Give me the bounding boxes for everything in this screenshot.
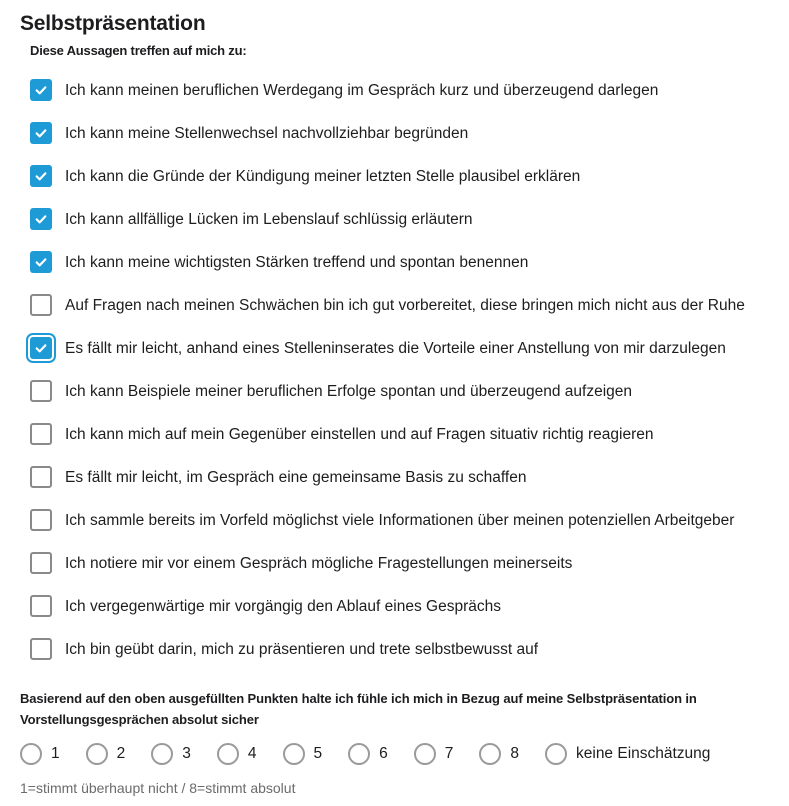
rating-option-label: 2 <box>116 745 126 762</box>
rating-option <box>86 743 126 765</box>
check-icon <box>33 211 49 227</box>
radio-button[interactable] <box>86 743 108 765</box>
checklist-item-label: Ich notiere mir vor einem Gespräch mögliche Fragestellungen meinerseits <box>65 555 573 572</box>
checklist-item-label: Es fällt mir leicht, anhand eines Stelleninserates die Vorteile einer Anstellung von mir darzulegen <box>65 340 726 357</box>
check-icon <box>33 340 49 356</box>
checklist-item <box>30 336 765 361</box>
radio-button[interactable] <box>348 743 370 765</box>
rating-option <box>348 743 388 765</box>
rating-option-label: 7 <box>444 745 454 762</box>
rating-option <box>20 743 60 765</box>
checkbox[interactable] <box>30 208 52 230</box>
checklist-item-label: Ich vergegenwärtige mir vorgängig den Ablauf eines Gesprächs <box>65 598 501 615</box>
rating-option-label: 8 <box>510 745 519 762</box>
checkbox[interactable] <box>30 337 52 359</box>
checklist-item <box>30 250 765 275</box>
radio-button[interactable] <box>414 743 436 765</box>
check-icon <box>33 254 49 270</box>
section-subtitle: Diese Aussagen treffen auf mich zu: <box>30 43 247 58</box>
checkbox[interactable] <box>30 122 52 144</box>
check-icon <box>33 168 49 184</box>
radio-button[interactable] <box>20 743 42 765</box>
checklist-item-label: Ich sammle bereits im Vorfeld möglichst viele Informationen über meinen potenziellen Arbeitgeber <box>65 512 735 529</box>
checklist-item-label: Ich kann die Gründe der Kündigung meiner letzten Stelle plausibel erklären <box>65 168 581 185</box>
rating-option-label: keine Einschätzung <box>576 745 711 762</box>
checklist-item <box>30 164 765 189</box>
checklist-item-label: Es fällt mir leicht, im Gespräch eine gemeinsame Basis zu schaffen <box>65 469 527 486</box>
checklist-item <box>30 508 765 533</box>
rating-question: Basierend auf den oben ausgefüllten Punkten halte ich fühle ich mich in Bezug auf meine Selbstpräsentation in Vorstellungsgesprächen absolut sicher <box>20 691 697 727</box>
checklist-item <box>30 551 765 576</box>
checklist <box>20 78 765 662</box>
rating-option-label: 1 <box>51 745 60 762</box>
radio-button[interactable] <box>217 743 239 765</box>
checkbox[interactable] <box>30 423 52 445</box>
rating-scale <box>20 743 765 765</box>
checklist-item <box>30 422 765 447</box>
checkbox[interactable] <box>30 466 52 488</box>
checkbox[interactable] <box>30 595 52 617</box>
rating-option <box>151 743 191 765</box>
checklist-item <box>30 121 765 146</box>
checkbox[interactable] <box>30 294 52 316</box>
checklist-item <box>30 78 765 103</box>
checkbox[interactable] <box>30 251 52 273</box>
rating-option <box>217 743 257 765</box>
checklist-item-label: Ich kann allfällige Lücken im Lebenslauf schlüssig erläutern <box>65 211 473 228</box>
checkbox[interactable] <box>30 165 52 187</box>
checklist-item <box>30 379 765 404</box>
rating-option-label: 5 <box>313 745 323 762</box>
rating-option-label: 3 <box>182 745 191 762</box>
checkbox[interactable] <box>30 552 52 574</box>
checklist-item-label: Ich kann Beispiele meiner beruflichen Erfolge spontan und überzeugend aufzeigen <box>65 383 632 400</box>
page-title: Selbstpräsentation <box>20 12 206 35</box>
checklist-item-label: Ich kann meine Stellenwechsel nachvollziehbar begründen <box>65 125 469 142</box>
checklist-item <box>30 637 765 662</box>
rating-option <box>545 743 710 765</box>
rating-option <box>479 743 519 765</box>
checkbox[interactable] <box>30 509 52 531</box>
checklist-item-label: Ich kann mich auf mein Gegenüber einstellen und auf Fragen situativ richtig reagieren <box>65 426 654 443</box>
rating-option-label: 6 <box>379 745 388 762</box>
checklist-item-label: Auf Fragen nach meinen Schwächen bin ich gut vorbereitet, diese bringen mich nicht aus der Ruhe <box>65 297 745 314</box>
checklist-item-label: Ich kann meine wichtigsten Stärken treffend und spontan benennen <box>65 254 529 271</box>
rating-option <box>283 743 323 765</box>
checkbox[interactable] <box>30 79 52 101</box>
checklist-item <box>30 293 765 318</box>
radio-button[interactable] <box>545 743 567 765</box>
checkbox[interactable] <box>30 638 52 660</box>
radio-button[interactable] <box>283 743 305 765</box>
checklist-item <box>30 594 765 619</box>
rating-option-label: 4 <box>247 745 257 762</box>
rating-option <box>414 743 454 765</box>
radio-button[interactable] <box>479 743 501 765</box>
checkbox[interactable] <box>30 380 52 402</box>
check-icon <box>33 82 49 98</box>
checklist-item <box>30 207 765 232</box>
check-icon <box>33 125 49 141</box>
scale-legend: 1=stimmt überhaupt nicht / 8=stimmt absolut <box>20 780 296 796</box>
checklist-item <box>30 465 765 490</box>
checklist-item-label: Ich kann meinen beruflichen Werdegang im Gespräch kurz und überzeugend darlegen <box>65 82 659 99</box>
radio-button[interactable] <box>151 743 173 765</box>
checklist-item-label: Ich bin geübt darin, mich zu präsentieren und trete selbstbewusst auf <box>65 641 539 658</box>
